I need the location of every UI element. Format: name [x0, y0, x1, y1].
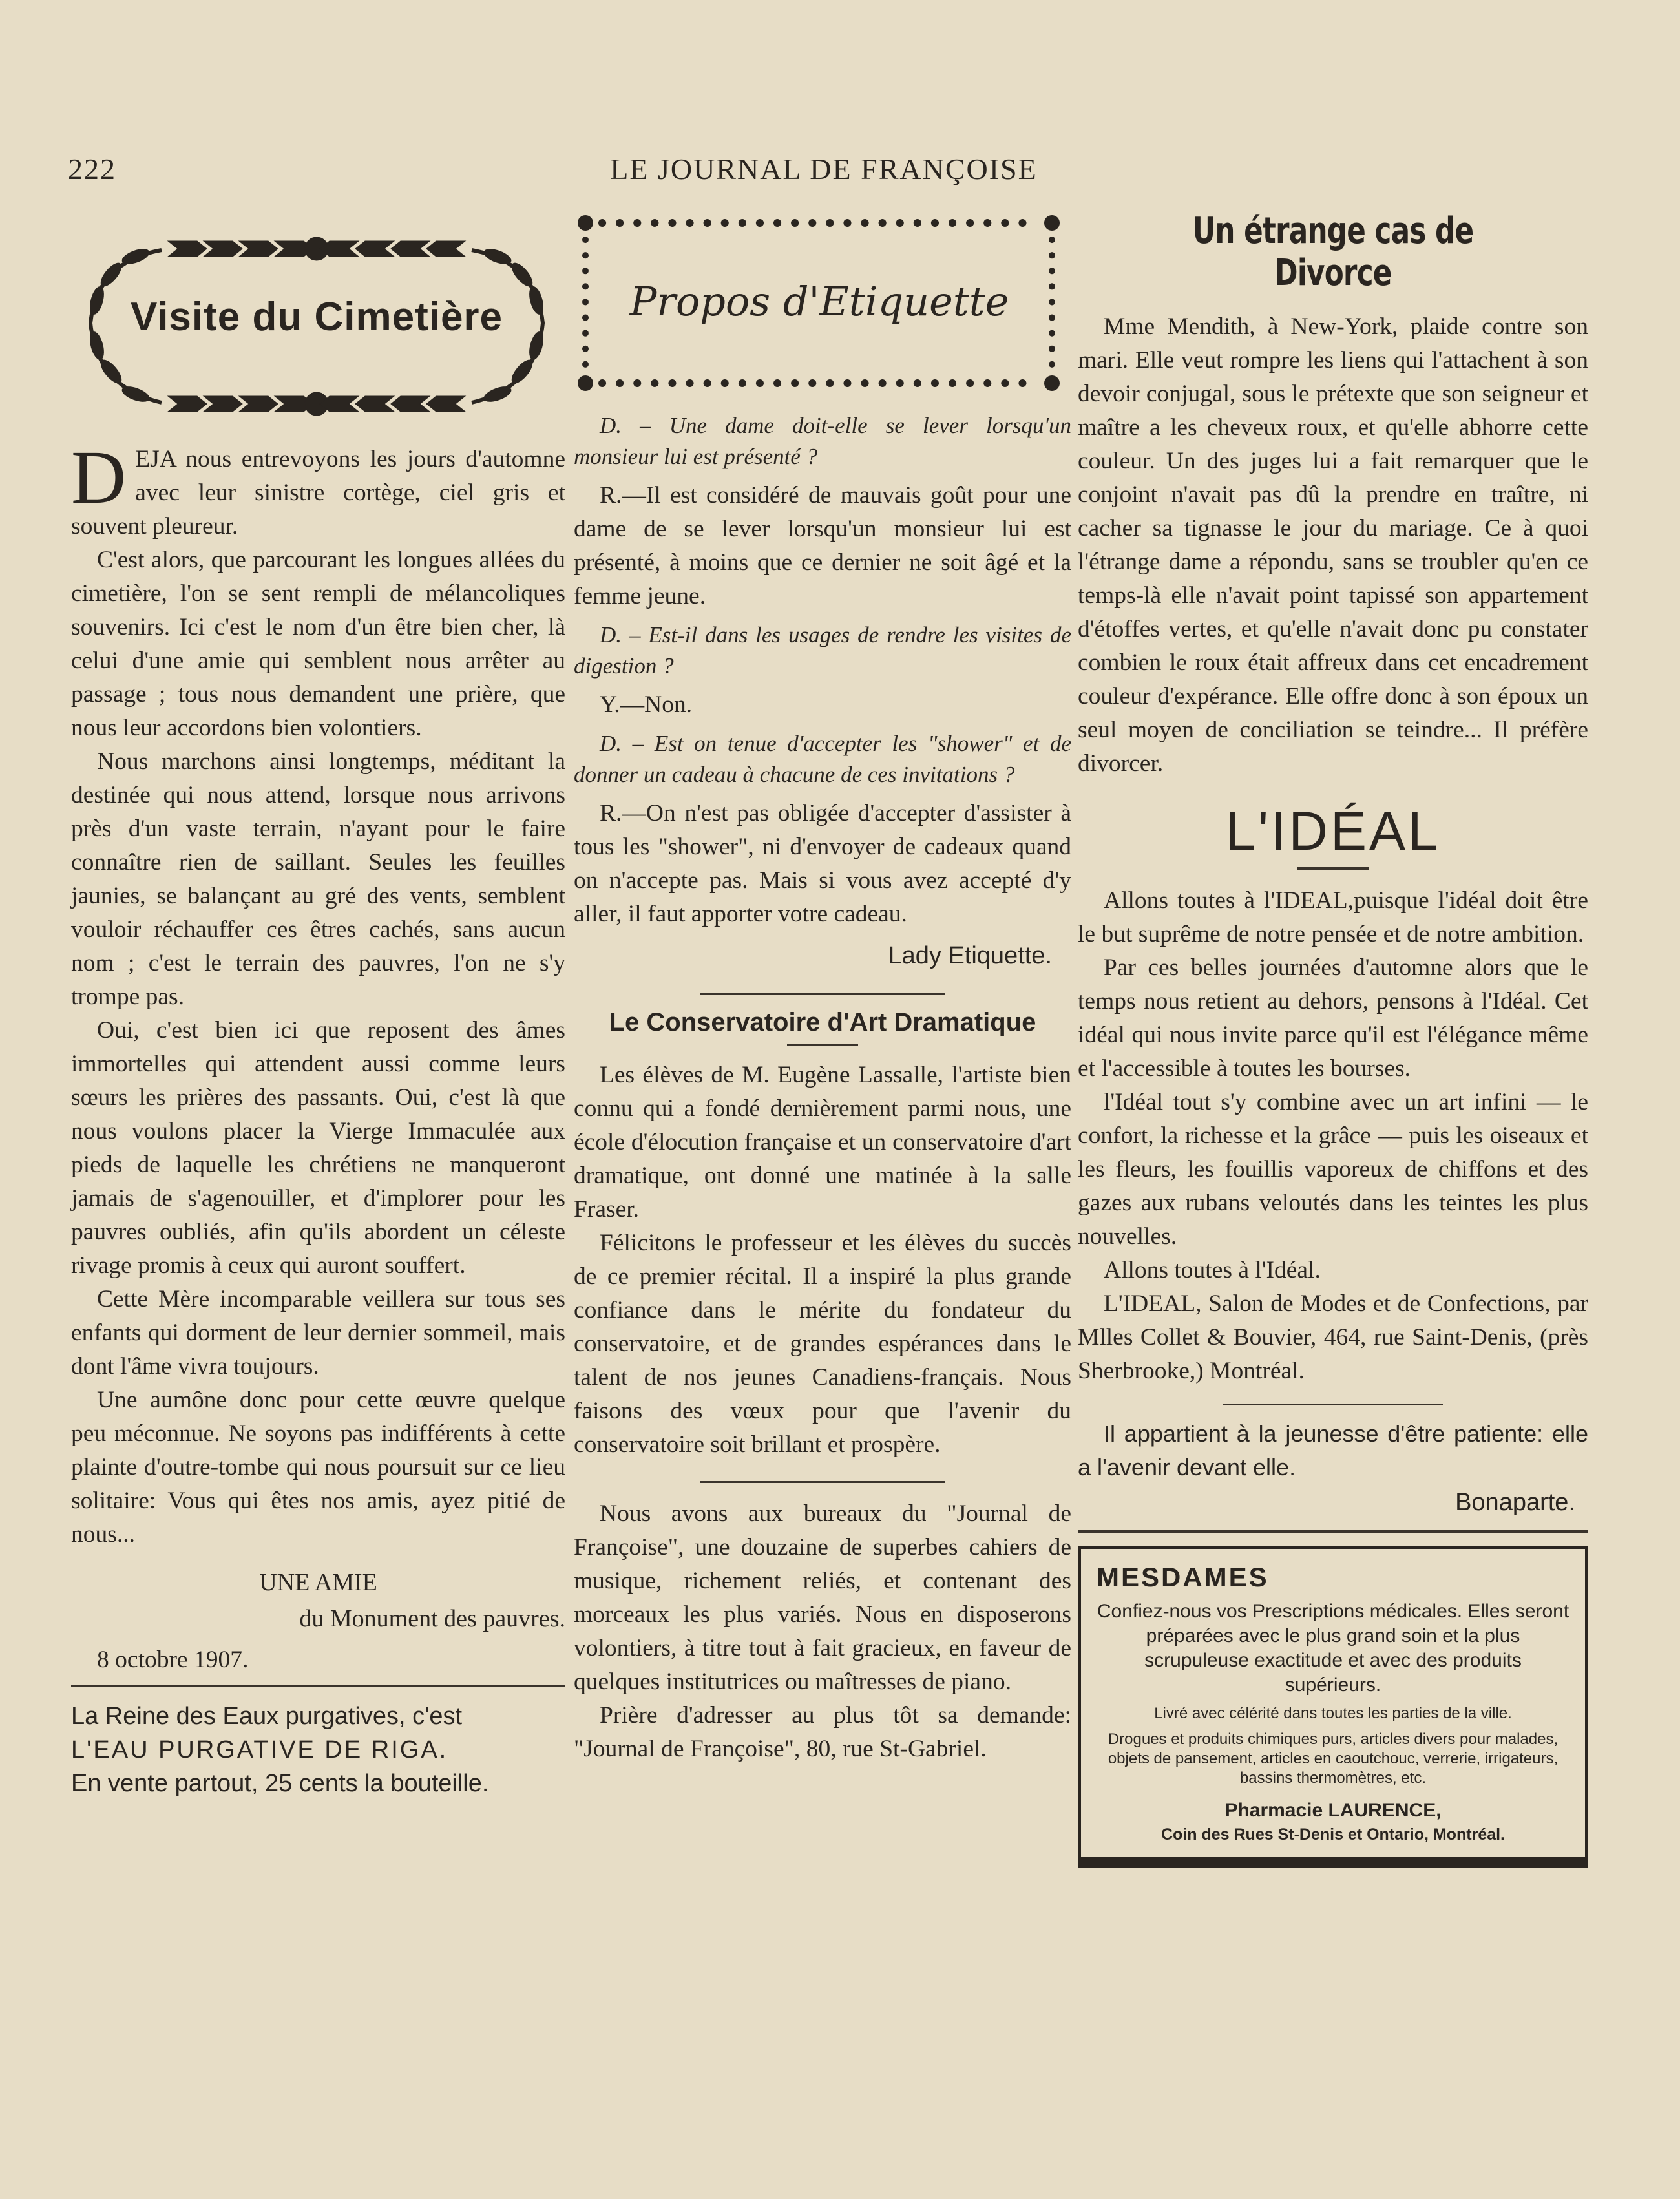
visite-paragraph-2: C'est alors, que parcourant les longues allées du cimetière, l'on se sent rempli de mélancoliques souvenirs. Ici c'est le nom d'un être bien cher, là celui d'une amie qui semblent nous arrêter au passage ; tous nous demandent une prière, que nous leur accordons bien volontiers. — [71, 547, 565, 741]
pharmacie-ad-title: MESDAMES — [1097, 1562, 1269, 1592]
etiquette-signature: Lady Etiquette. — [888, 942, 1052, 969]
column-right — [1078, 210, 1588, 1868]
bonaparte-quote: Il appartient à la jeunesse d'être patiente: elle a l'avenir devant elle. — [1078, 1420, 1588, 1480]
divider — [1078, 1530, 1588, 1533]
cahiers-paragraph: Nous avons aux bureaux du "Journal de Françoise", une douzaine de superbes cahiers de musique, richement reliés, et contenant des morceaux les plus variés. Nous en disposerons volontiers, à titre tout à fait gracieux, en faveur de quelques institutrices ou maîtresses de piano. — [574, 1500, 1071, 1695]
chevron-chain-top — [168, 237, 465, 260]
visite-signature-sub: du Monument des pauvres. — [299, 1605, 565, 1632]
visite-paragraph-3: Nous marchons ainsi longtemps, méditant la destinée qui nous attend, lorsque nous arrivons près d'un vaste terrain, n'ayant pour le faire connaître rien de saillant. Seules les feuilles jaunies, se balançant au gré des vents, semblent vouloir réchauffer ces êtres cachés, sans aucun nom ; c'est le terrain des pauvres, l'on ne s'y trompe pas. — [71, 748, 565, 1010]
divorce-title: Un étrange cas de Divorce — [1192, 210, 1474, 294]
ideal-paragraph-5: L'IDEAL, Salon de Modes et de Confections, par Mlles Collet & Bouvier, 464, rue Saint-Denis, (près Sherbrooke,) Montréal. — [1078, 1290, 1588, 1384]
ideal-paragraph-1: Allons toutes à l'IDEAL,puisque l'idéal doit être le but suprême de notre pensée et de notre ambition. — [1078, 887, 1588, 947]
ideal-paragraph-2: Par ces belles journées d'automne alors que le temps nous retient au dehors, pensons à l'Idéal. Cet idéal qui nous invite parce qu'il est l'élégance même et l'accessible à toutes les bourses. — [1078, 954, 1588, 1082]
page-header — [68, 152, 1580, 191]
pharmacie-ad-text: Confiez-nous vos Prescriptions médicales. Elles seront préparées avec le plus grand soin et la plus scrupuleuse exactitude et avec des produits supérieurs. — [1097, 1601, 1570, 1696]
pharmacie-ad-box — [1078, 1546, 1588, 1860]
cahiers-address: Prière d'adresser au plus tôt sa demande: "Journal de Françoise", 80, rue St-Gabriel. — [574, 1702, 1071, 1762]
visite-paragraph-4: Oui, c'est bien ici que reposent des âmes immortelles qui attendent aussi comme leurs sœurs les prières des passants. Oui, c'est là que nous voulons placer la Vierge Immaculée aux pieds de laquelle les chrétiens ne manqueront jamais de s'agenouiller, et d'implorer pour les pauvres oubliés, afin qu'ils abordent un céleste rivage promis à ceux qui auront souffert. — [71, 1017, 565, 1279]
visite-paragraph-1 — [71, 435, 565, 543]
visite-paragraph-5: Cette Mère incomparable veillera sur tous ses enfants qui dorment de leur dernier sommeil, mais dont l'âme vivra toujours. — [71, 1286, 565, 1380]
visite-date: 8 octobre 1907. — [97, 1647, 249, 1673]
ideal-paragraph-4: Allons toutes à l'Idéal. — [1104, 1257, 1321, 1283]
question-2: D. – Est-il dans les usages de rendre les visites de digestion ? — [574, 622, 1071, 679]
divider — [1223, 1404, 1443, 1405]
question-1: D. – Une dame doit-elle se lever lorsqu'un monsieur lui est présenté ? — [574, 413, 1071, 469]
column-left — [71, 210, 565, 1800]
page-number: 222 — [68, 153, 116, 185]
ad-bottom-bar — [1078, 1860, 1588, 1868]
answer-1: R.—Il est considéré de mauvais goût pour une dame de se lever lorsqu'un monsieur lui est présenté, à moins que ce dernier ne soit âgé et la femme jeune. — [574, 482, 1071, 609]
conservatoire-heading: Le Conservatoire d'Art Dramatique — [609, 1008, 1036, 1036]
conservatoire-paragraph-2: Félicitons le professeur et les élèves du succès de ce premier récital. Il a inspiré la plus grande confiance dans le mérite du fondateur du conservatoire, et de grandes espérances dans le talent de nos jeunes Canadiens-français. Nous faisons des vœux pour que l'avenir du conservatoire soit brillant et prospère. — [574, 1230, 1071, 1458]
pharmacie-ad-products: Drogues et produits chimiques purs, articles divers pour malades, objets de pansement, articles en caoutchouc, verrerie, irrigateurs, bassins thermomètres, etc. — [1108, 1731, 1559, 1787]
chevron-chain-bottom — [168, 392, 465, 416]
visite-title: Visite du Cimetière — [130, 295, 503, 339]
divider — [1297, 867, 1369, 870]
question-3: D. – Est on tenue d'accepter les "shower" et de donner un cadeau à chacune de ces invitations ? — [574, 731, 1071, 787]
column-middle — [574, 210, 1071, 1766]
ideal-title: L'IDÉAL — [1225, 801, 1441, 861]
riga-ad-line-2: L'EAU PURGATIVE DE RIGA. — [71, 1736, 448, 1763]
visite-signature: UNE AMIE — [259, 1569, 377, 1596]
bonaparte-author: Bonaparte. — [1455, 1489, 1575, 1516]
pharmacie-address: Coin des Rues St-Denis et Ontario, Montréal. — [1160, 1825, 1506, 1844]
answer-2: Y.—Non. — [600, 691, 693, 718]
answer-3: R.—On n'est pas obligée d'accepter d'assister à tous les "shower", ni d'envoyer de cadeaux quand on n'accepte pas. Mais si vous avez accepté d'y aller, il faut apporter votre cadeau. — [574, 800, 1071, 927]
divider — [71, 1685, 565, 1687]
riga-ad-line-1: La Reine des Eaux purgatives, c'est — [71, 1703, 463, 1730]
visite-title-frame — [71, 210, 562, 430]
visite-paragraph-6: Une aumône donc pour cette œuvre quelque peu méconnue. Ne soyons pas indifférents à cette plainte d'outre-tombe qui nous poursuit sur ce lieu solitaire: Vous qui êtes nos amis, ayez pitié de nous... — [71, 1387, 565, 1548]
visite-p1-text: EJA nous entrevoyons les jours d'automne avec leur sinistre cortège, ciel gris et souvent pleureur. — [71, 446, 565, 540]
divider — [787, 1044, 858, 1046]
journal-title: LE JOURNAL DE FRANÇOISE — [610, 153, 1038, 185]
ideal-paragraph-3: l'Idéal tout s'y combine avec un art infini — le confort, la richesse et la grâce — puis les oiseaux et les fleurs, les fouillis vaporeux de chiffons et des gazes aux rubans veloutés dans les teintes les plus nouvelles. — [1078, 1089, 1588, 1250]
divorce-paragraph: Mme Mendith, à New-York, plaide contre son mari. Elle veut rompre les liens qui l'attachent à son devoir conjugal, sous le prétexte que son seigneur et maître a les cheveux roux, et qu'elle abhorre cette couleur. Un des juges lui a fait remarquer que le conjoint n'avait pas dû la prendre en traître, ni cacher sa tignasse le jour du mariage. Ce à quoi l'étrange dame a répondu, sans se troubler qu'en ce temps-là elle n'avait point tapissé son appartement d'étoffes vertes, et qu'elle n'avait donc pu constater combien le roux était affreux dans cet encadrement couleur d'expérance. Elle offre donc à son époux un seul moyen de conciliation se teindre... Il préfère divorcer. — [1078, 313, 1588, 777]
propos-title-frame — [574, 210, 1065, 397]
riga-ad-line-3: En vente partout, 25 cents la bouteille. — [71, 1770, 489, 1797]
pharmacie-name: Pharmacie LAURENCE, — [1224, 1800, 1442, 1821]
divider — [700, 993, 945, 995]
drop-cap: D — [71, 435, 127, 520]
propos-title: Propos d'Etiquette — [629, 278, 1009, 325]
pharmacie-ad-delivery: Livré avec célérité dans toutes les parties de la ville. — [1154, 1705, 1512, 1722]
conservatoire-paragraph-1: Les élèves de M. Eugène Lassalle, l'artiste bien connu qui a fondé dernièrement parmi nous, une école d'élocution française et un conservatoire d'art dramatique, ont donné une matinée à la salle Fraser. — [574, 1062, 1071, 1223]
divider — [700, 1481, 945, 1483]
